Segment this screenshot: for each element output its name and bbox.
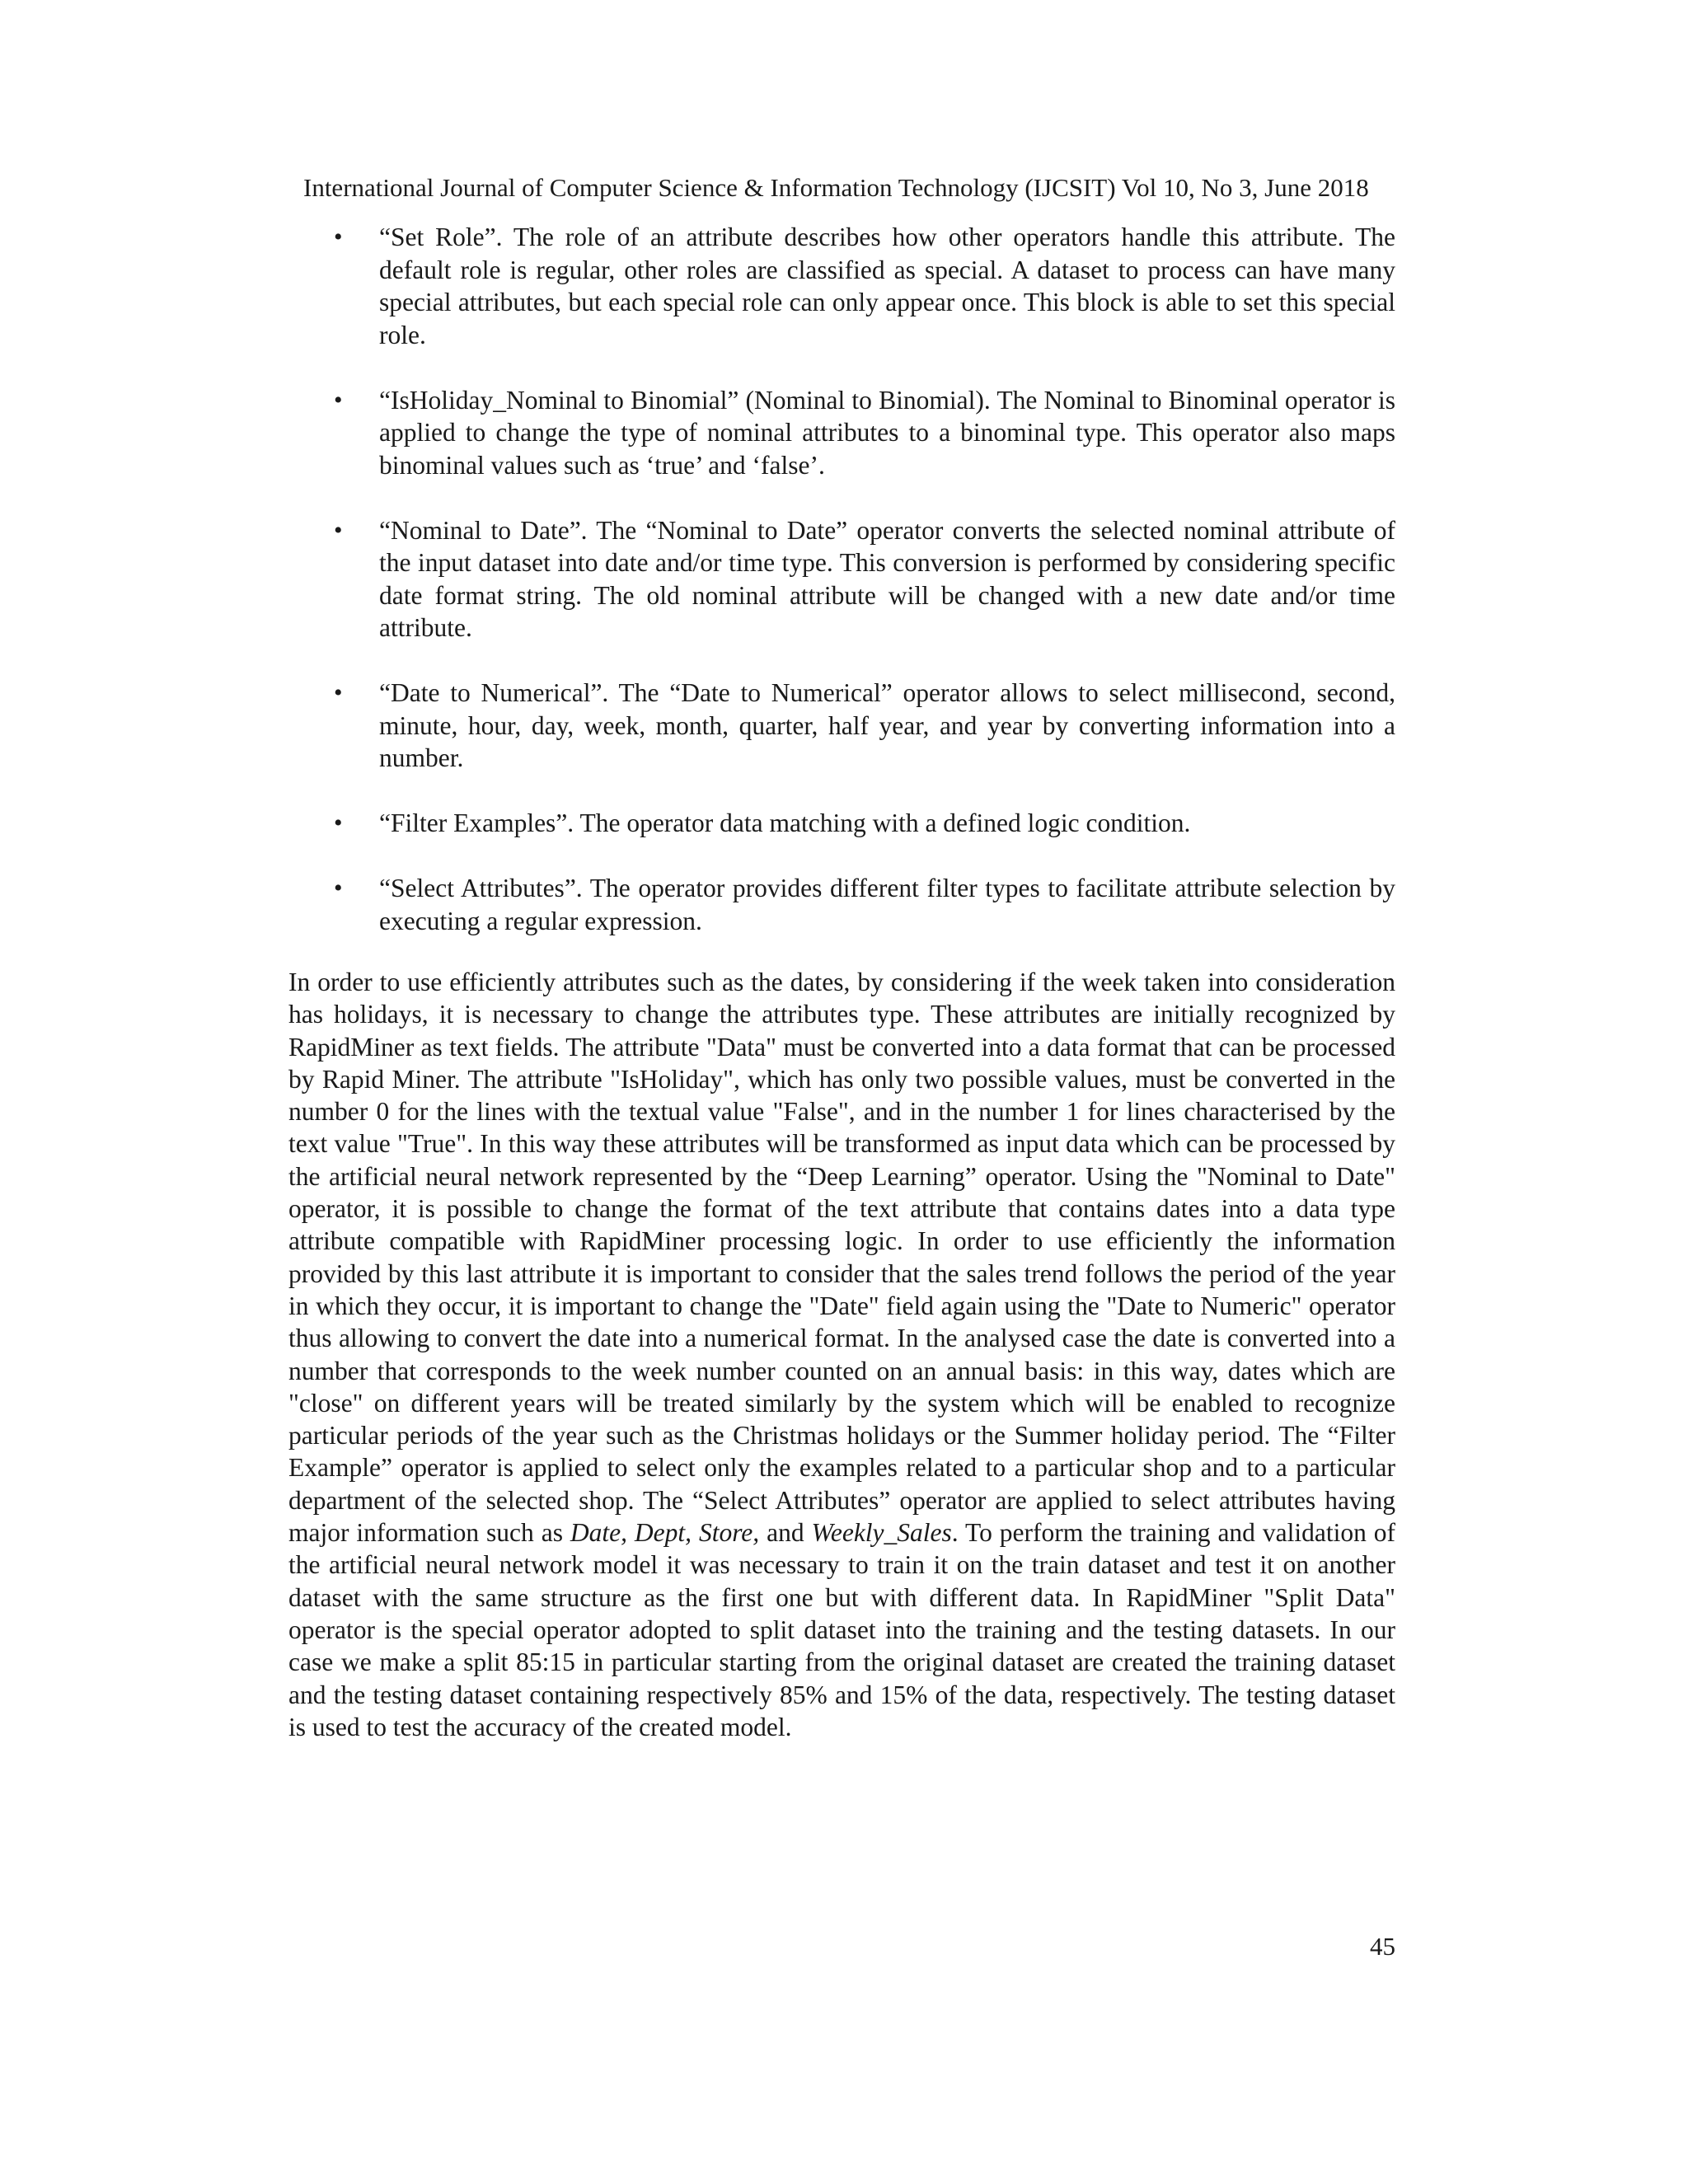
bullet-text: “Filter Examples”. The operator data matching with a defined logic condition. [379, 808, 1191, 837]
bullet-text: “Nominal to Date”. The “Nominal to Date” operator converts the selected nominal attribute of the input dataset into date and/or time type. This conversion is performed by considering specific date format string. The old nominal attribute will be changed with a new date and/or time attribute. [379, 515, 1395, 642]
operator-bullet-list [288, 221, 1395, 970]
bullet-nominal-to-date [288, 514, 1395, 644]
bullet-marker: • [334, 809, 343, 837]
bullet-date-to-numerical [288, 677, 1395, 775]
paragraph-italic-attributes: Date, Dept, Store, [570, 1518, 760, 1548]
bullet-text: “IsHoliday_Nominal to Binomial” (Nominal to Binomial). The Nominal to Binominal operator is applied to change the type of nominal attributes to a binominal type. This operator also maps binominal values such as ‘true’ and ‘false’. [379, 385, 1395, 480]
bullet-marker: • [334, 516, 343, 544]
bullet-isholiday-nominal-to-binomial [288, 384, 1395, 482]
bullet-set-role [288, 221, 1395, 351]
bullet-marker: • [334, 223, 343, 251]
bullet-text: “Set Role”. The role of an attribute describes how other operators handle this attribute. The default role is regular, other roles are classified as special. A dataset to process can have many special attributes, but each special role can only appear once. This block is able to set this special role. [379, 223, 1395, 349]
bullet-marker: • [334, 386, 343, 414]
bullet-text: “Select Attributes”. The operator provides different filter types to facilitate attribute selection by executing a regular expression. [379, 874, 1395, 935]
paragraph-text-part1: In order to use efficiently attributes such as the dates, by considering if the week taken into consideration has holidays, it is necessary to change the attributes type. These attributes are initially recognized by RapidMiner as text fields. The attribute "Data" must be converted into a data format that can be processed by Rapid Miner. The attribute "IsHoliday", which has only two possible values, must be converted in the number 0 for the lines with the textual value "False", and in the number 1 for lines characterised by the text value "True". In this way these attributes will be transformed as input data which can be processed by the artificial neural network represented by the “Deep Learning” operator. Using the "Nominal to Date" operator, it is possible to change the format of the text attribute that contains dates into a data type attribute compatible with RapidMiner processing logic. In order to use efficiently the information provided by this last attribute it is important to consider that the sales trend follows the period of the year in which they occur, it is important to change the "Date" field again using the "Date to Numeric" operator thus allowing to convert the date into a numerical format. In the analysed case the date is converted into a number that corresponds to the week number counted on an annual basis: in this way, dates which are "close" on different years will be treated similarly by the system which will be enabled to recognize particular periods of the year such as the Christmas holidays or the Summer holiday period. The “Filter Example” operator is applied to select only the examples related to a particular shop and to a particular department of the selected shop. The “Select Attributes” operator are applied to select attributes having major information such as [288, 968, 1395, 1548]
body-paragraph [288, 966, 1395, 1743]
paragraph-italic-weekly-sales: Weekly_Sales [811, 1518, 952, 1548]
bullet-marker: • [334, 874, 343, 902]
journal-header: International Journal of Computer Science & Information Technology (IJCSIT) Vol 10, No 3, June 2018 [303, 173, 1369, 202]
paragraph-text-part3: . To perform the training and validation of the artificial neural network model it was necessary to train it on the train dataset and test it on another dataset with the same structure as the first one but with different data. In RapidMiner "Split Data" operator is the special operator adopted to split dataset into the training and the testing datasets. In our case we make a split 85:15 in particular starting from the original dataset are created the training dataset and the testing dataset containing respectively 85% and 15% of the data, respectively. The testing dataset is used to test the accuracy of the created model. [288, 1518, 1396, 1741]
bullet-select-attributes [288, 872, 1395, 937]
bullet-filter-examples [288, 807, 1395, 840]
page-number: 45 [1370, 1932, 1395, 1961]
bullet-text: “Date to Numerical”. The “Date to Numerical” operator allows to select millisecond, second, minute, hour, day, week, month, quarter, half year, and year by converting information into a number. [379, 678, 1395, 772]
paragraph-text-part2: and [759, 1518, 812, 1548]
bullet-marker: • [334, 679, 343, 706]
